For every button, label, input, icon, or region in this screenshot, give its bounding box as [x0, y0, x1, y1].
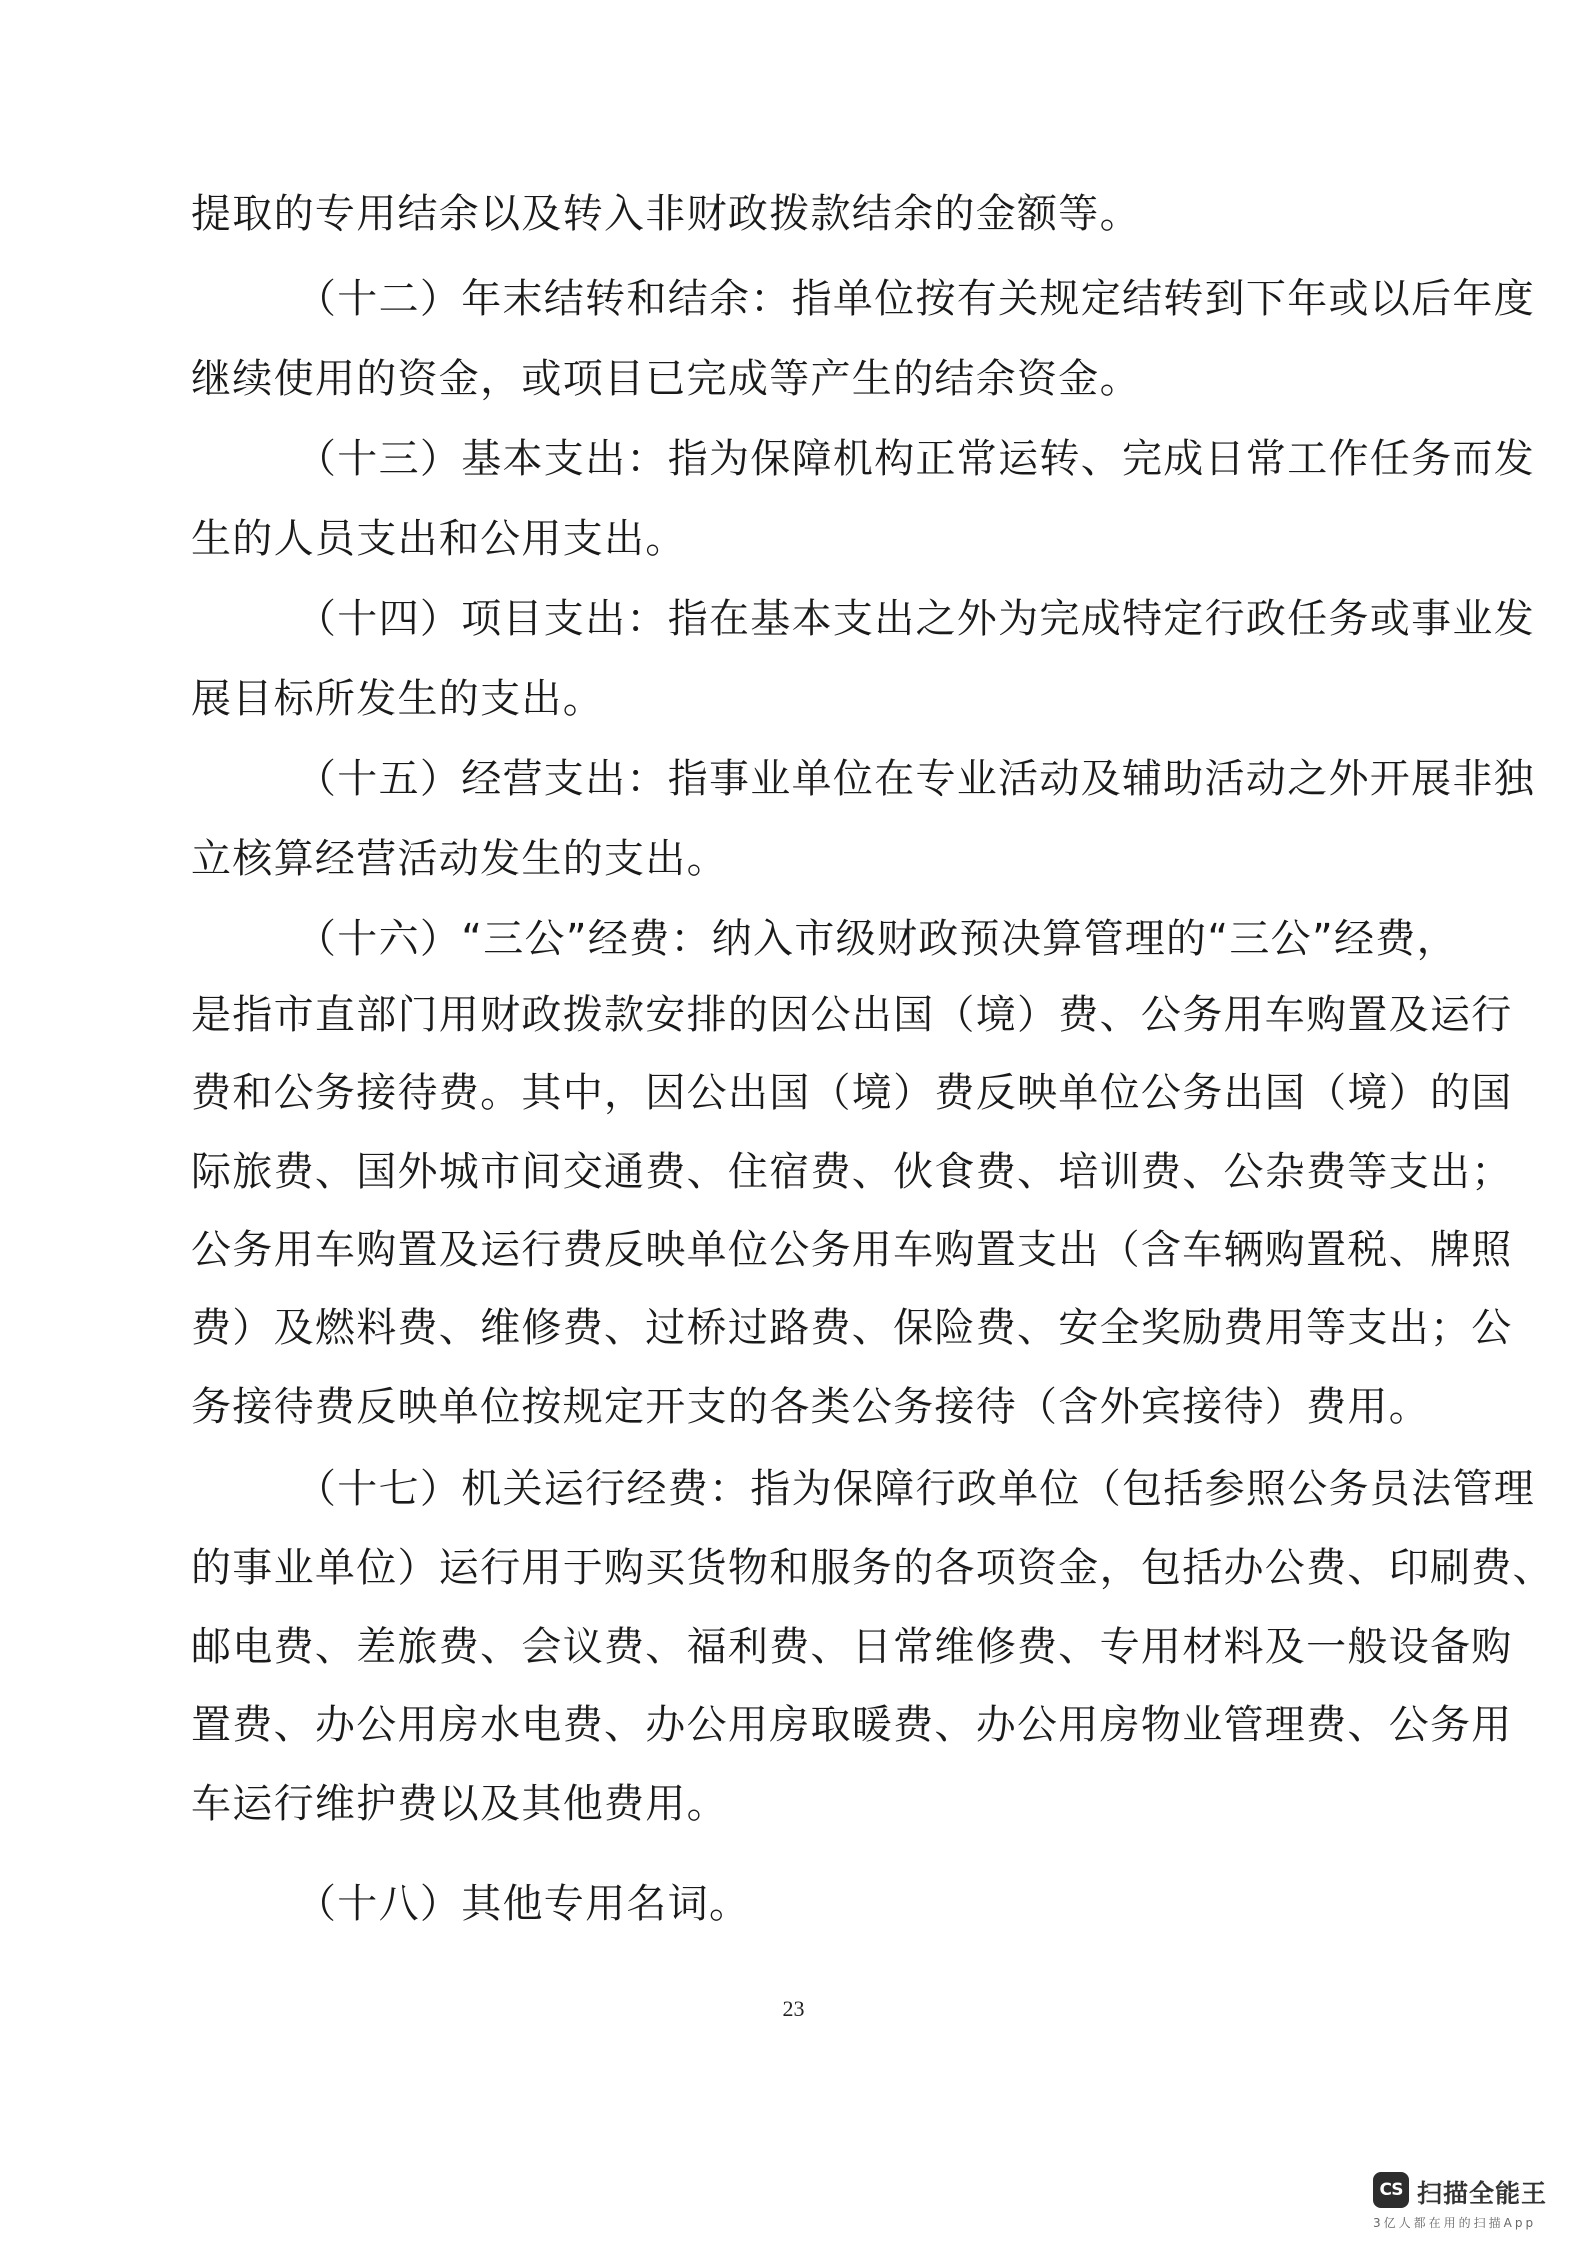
text-line: 提取的专用结余以及转入非财政拨款结余的金额等。: [191, 191, 1141, 237]
text-line: 务接待费反映单位按规定开支的各类公务接待（含外宾接待）费用。: [191, 1384, 1430, 1430]
text-line: 展目标所发生的支出。: [191, 676, 604, 722]
text-line: 车运行维护费以及其他费用。: [191, 1781, 728, 1827]
text-line: 置费、办公用房水电费、办公用房取暖费、办公用房物业管理费、公务用: [191, 1702, 1513, 1748]
text-line: 邮电费、差旅费、会议费、福利费、日常维修费、专用材料及一般设备购: [191, 1624, 1513, 1670]
paragraph-18-line-1: （十八）其他专用名词。: [296, 1881, 751, 1927]
paragraph-16-line-1: （十六）“三公”经费：纳入市级财政预决算管理的“三公”经费，: [296, 916, 1458, 962]
text-line: 立核算经营活动发生的支出。: [191, 836, 728, 882]
text-line: 是指市直部门用财政拨款安排的因公出国（境）费、公务用车购置及运行: [191, 992, 1513, 1038]
text-line: 继续使用的资金，或项目已完成等产生的结余资金。: [191, 356, 1141, 402]
paragraph-12-line-1: （十二）年末结转和结余：指单位按有关规定结转到下年或以后年度: [296, 276, 1535, 322]
text-line: 公务用车购置及运行费反映单位公务用车购置支出（含车辆购置税、牌照: [191, 1227, 1513, 1273]
paragraph-14-line-1: （十四）项目支出：指在基本支出之外为完成特定行政任务或事业发: [296, 596, 1535, 642]
watermark-tagline: 3亿人都在用的扫描App: [1373, 2216, 1537, 2230]
watermark-brand: 扫描全能王: [1417, 2179, 1548, 2208]
text-line: 费和公务接待费。其中，因公出国（境）费反映单位公务出国（境）的国: [191, 1070, 1513, 1116]
paragraph-15-line-1: （十五）经营支出：指事业单位在专业活动及辅助活动之外开展非独: [296, 756, 1535, 802]
camscanner-logo-icon: CS: [1373, 2172, 1409, 2208]
text-line: 费）及燃料费、维修费、过桥过路费、保险费、安全奖励费用等支出；公: [191, 1305, 1513, 1351]
page-number: 23: [782, 1996, 805, 2021]
paragraph-17-line-1: （十七）机关运行经费：指为保障行政单位（包括参照公务员法管理: [296, 1466, 1535, 1512]
paragraph-13-line-1: （十三）基本支出：指为保障机构正常运转、完成日常工作任务而发: [296, 436, 1535, 482]
scanner-watermark: [1373, 2170, 1563, 2230]
text-line: 的事业单位）运行用于购买货物和服务的各项资金，包括办公费、印刷费、: [191, 1545, 1554, 1591]
text-line: 生的人员支出和公用支出。: [191, 516, 687, 562]
text-line: 际旅费、国外城市间交通费、住宿费、伙食费、培训费、公杂费等支出；: [191, 1149, 1513, 1195]
